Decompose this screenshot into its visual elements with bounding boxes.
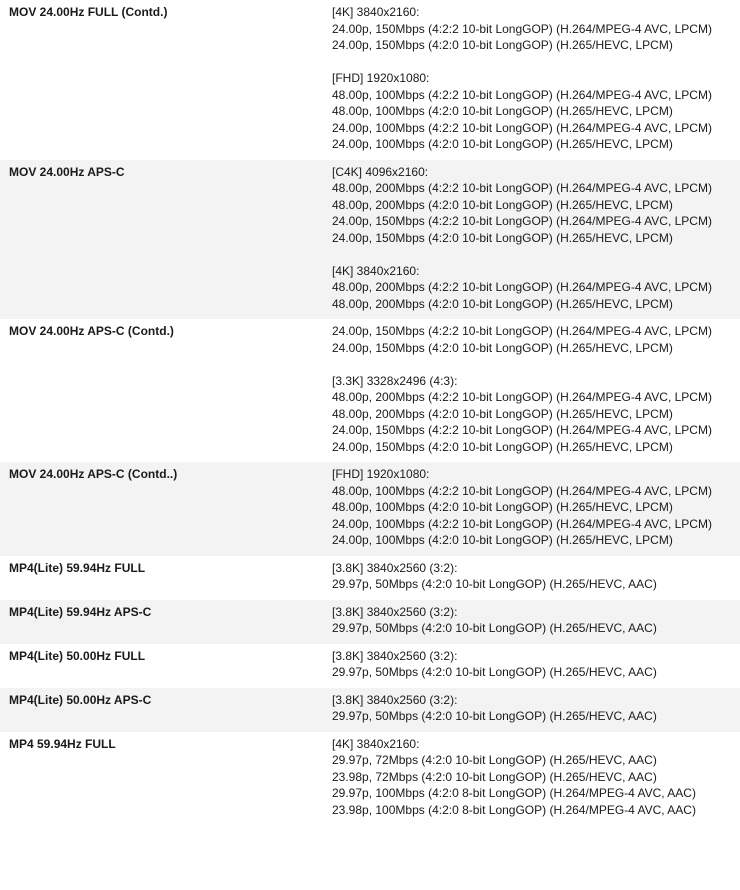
format-line: [3.3K] 3328x2496 (4:3): (332, 373, 458, 388)
format-line: 29.97p, 100Mbps (4:2:0 8-bit LongGOP) (H.264/MPEG-4 AVC, AAC) (332, 786, 696, 800)
format-line: 24.00p, 150Mbps (4:2:0 10-bit LongGOP) (H.265/HEVC, LPCM) (332, 38, 673, 52)
format-line: 29.97p, 50Mbps (4:2:0 10-bit LongGOP) (H.265/HEVC, AAC) (332, 709, 657, 723)
table-row (0, 0, 740, 160)
format-line: 29.97p, 72Mbps (4:2:0 10-bit LongGOP) (H.265/HEVC, AAC) (332, 753, 657, 767)
format-line: 23.98p, 72Mbps (4:2:0 10-bit LongGOP) (H.265/HEVC, AAC) (332, 769, 657, 784)
format-line: 48.00p, 100Mbps (4:2:2 10-bit LongGOP) (H.264/MPEG-4 AVC, LPCM) (332, 87, 712, 102)
row-label: MP4(Lite) 59.94Hz FULL (9, 560, 146, 575)
row-value (323, 466, 740, 549)
row-label: MP4(Lite) 59.94Hz APS-C (9, 604, 152, 619)
format-line: 24.00p, 100Mbps (4:2:2 10-bit LongGOP) (H.264/MPEG-4 AVC, LPCM) (332, 120, 712, 135)
format-block (332, 736, 740, 819)
table-row (0, 600, 740, 644)
row-value (323, 560, 740, 593)
format-block (332, 373, 740, 456)
format-line: 24.00p, 150Mbps (4:2:2 10-bit LongGOP) (H.264/MPEG-4 AVC, LPCM) (332, 324, 712, 338)
format-line: 24.00p, 100Mbps (4:2:0 10-bit LongGOP) (H.265/HEVC, LPCM) (332, 137, 673, 151)
format-block (332, 648, 740, 681)
format-line: 48.00p, 200Mbps (4:2:2 10-bit LongGOP) (H.264/MPEG-4 AVC, LPCM) (332, 390, 712, 404)
table-row (0, 319, 740, 462)
format-line: 29.97p, 50Mbps (4:2:0 10-bit LongGOP) (H.265/HEVC, AAC) (332, 621, 657, 635)
format-line: 24.00p, 100Mbps (4:2:2 10-bit LongGOP) (H.264/MPEG-4 AVC, LPCM) (332, 516, 712, 531)
format-line: [3.8K] 3840x2560 (3:2): (332, 604, 458, 619)
format-block (332, 692, 740, 725)
format-line: 24.00p, 150Mbps (4:2:0 10-bit LongGOP) (H.265/HEVC, LPCM) (332, 439, 673, 454)
format-line: [4K] 3840x2160: (332, 263, 420, 278)
row-label: MP4(Lite) 50.00Hz APS-C (9, 692, 152, 707)
format-line: [C4K] 4096x2160: (332, 164, 429, 179)
row-value (323, 736, 740, 819)
format-line: [3.8K] 3840x2560 (3:2): (332, 560, 458, 575)
row-label: MOV 24.00Hz FULL (Contd.) (9, 5, 168, 19)
format-line: 24.00p, 150Mbps (4:2:2 10-bit LongGOP) (H.264/MPEG-4 AVC, LPCM) (332, 21, 712, 36)
format-line: 48.00p, 200Mbps (4:2:0 10-bit LongGOP) (H.265/HEVC, LPCM) (332, 406, 673, 421)
row-label: MOV 24.00Hz APS-C (Contd.) (9, 324, 174, 338)
format-line: 24.00p, 150Mbps (4:2:2 10-bit LongGOP) (H.264/MPEG-4 AVC, LPCM) (332, 214, 712, 228)
format-line: 48.00p, 200Mbps (4:2:0 10-bit LongGOP) (H.265/HEVC, LPCM) (332, 197, 673, 212)
format-block (332, 466, 740, 549)
format-line: 29.97p, 50Mbps (4:2:0 10-bit LongGOP) (H.265/HEVC, AAC) (332, 665, 657, 679)
row-label: MOV 24.00Hz APS-C (Contd..) (9, 467, 178, 481)
row-label: MP4 59.94Hz FULL (9, 736, 116, 751)
row-value (323, 604, 740, 637)
format-line: 48.00p, 200Mbps (4:2:2 10-bit LongGOP) (H.264/MPEG-4 AVC, LPCM) (332, 280, 712, 294)
format-line: 48.00p, 100Mbps (4:2:2 10-bit LongGOP) (H.264/MPEG-4 AVC, LPCM) (332, 483, 712, 498)
format-line: 48.00p, 100Mbps (4:2:0 10-bit LongGOP) (H.265/HEVC, LPCM) (332, 500, 673, 514)
format-line: [FHD] 1920x1080: (332, 467, 430, 481)
format-line: [FHD] 1920x1080: (332, 71, 430, 85)
format-line: [4K] 3840x2160: (332, 5, 420, 19)
format-block (332, 323, 740, 356)
row-value (323, 692, 740, 725)
format-line: 24.00p, 150Mbps (4:2:0 10-bit LongGOP) (H.265/HEVC, LPCM) (332, 230, 673, 245)
format-block (332, 263, 740, 313)
row-value (323, 648, 740, 681)
format-line: 48.00p, 100Mbps (4:2:0 10-bit LongGOP) (H.265/HEVC, LPCM) (332, 104, 673, 118)
row-label: MOV 24.00Hz APS-C (9, 164, 125, 179)
row-value (323, 164, 740, 313)
table-row (0, 160, 740, 320)
table-row (0, 644, 740, 688)
format-line: [4K] 3840x2160: (332, 736, 420, 751)
format-block (332, 4, 740, 54)
row-value (323, 4, 740, 153)
format-line: [3.8K] 3840x2560 (3:2): (332, 648, 458, 663)
table-row (0, 462, 740, 556)
table-row (0, 732, 740, 826)
format-line: [3.8K] 3840x2560 (3:2): (332, 692, 458, 707)
format-block (332, 560, 740, 593)
format-line: 24.00p, 150Mbps (4:2:2 10-bit LongGOP) (H.264/MPEG-4 AVC, LPCM) (332, 423, 712, 437)
row-value (323, 323, 740, 455)
format-line: 24.00p, 150Mbps (4:2:0 10-bit LongGOP) (H.265/HEVC, LPCM) (332, 340, 673, 355)
table-row (0, 688, 740, 732)
format-line: 48.00p, 200Mbps (4:2:2 10-bit LongGOP) (H.264/MPEG-4 AVC, LPCM) (332, 181, 712, 195)
row-label: MP4(Lite) 50.00Hz FULL (9, 648, 146, 663)
format-line: 23.98p, 100Mbps (4:2:0 8-bit LongGOP) (H.264/MPEG-4 AVC, AAC) (332, 802, 696, 817)
format-line: 24.00p, 100Mbps (4:2:0 10-bit LongGOP) (H.265/HEVC, LPCM) (332, 533, 673, 547)
format-line: 29.97p, 50Mbps (4:2:0 10-bit LongGOP) (H.265/HEVC, AAC) (332, 577, 657, 591)
format-block (332, 604, 740, 637)
table-row (0, 556, 740, 600)
format-line: 48.00p, 200Mbps (4:2:0 10-bit LongGOP) (H.265/HEVC, LPCM) (332, 296, 673, 311)
format-block (332, 70, 740, 153)
format-block (332, 164, 740, 247)
